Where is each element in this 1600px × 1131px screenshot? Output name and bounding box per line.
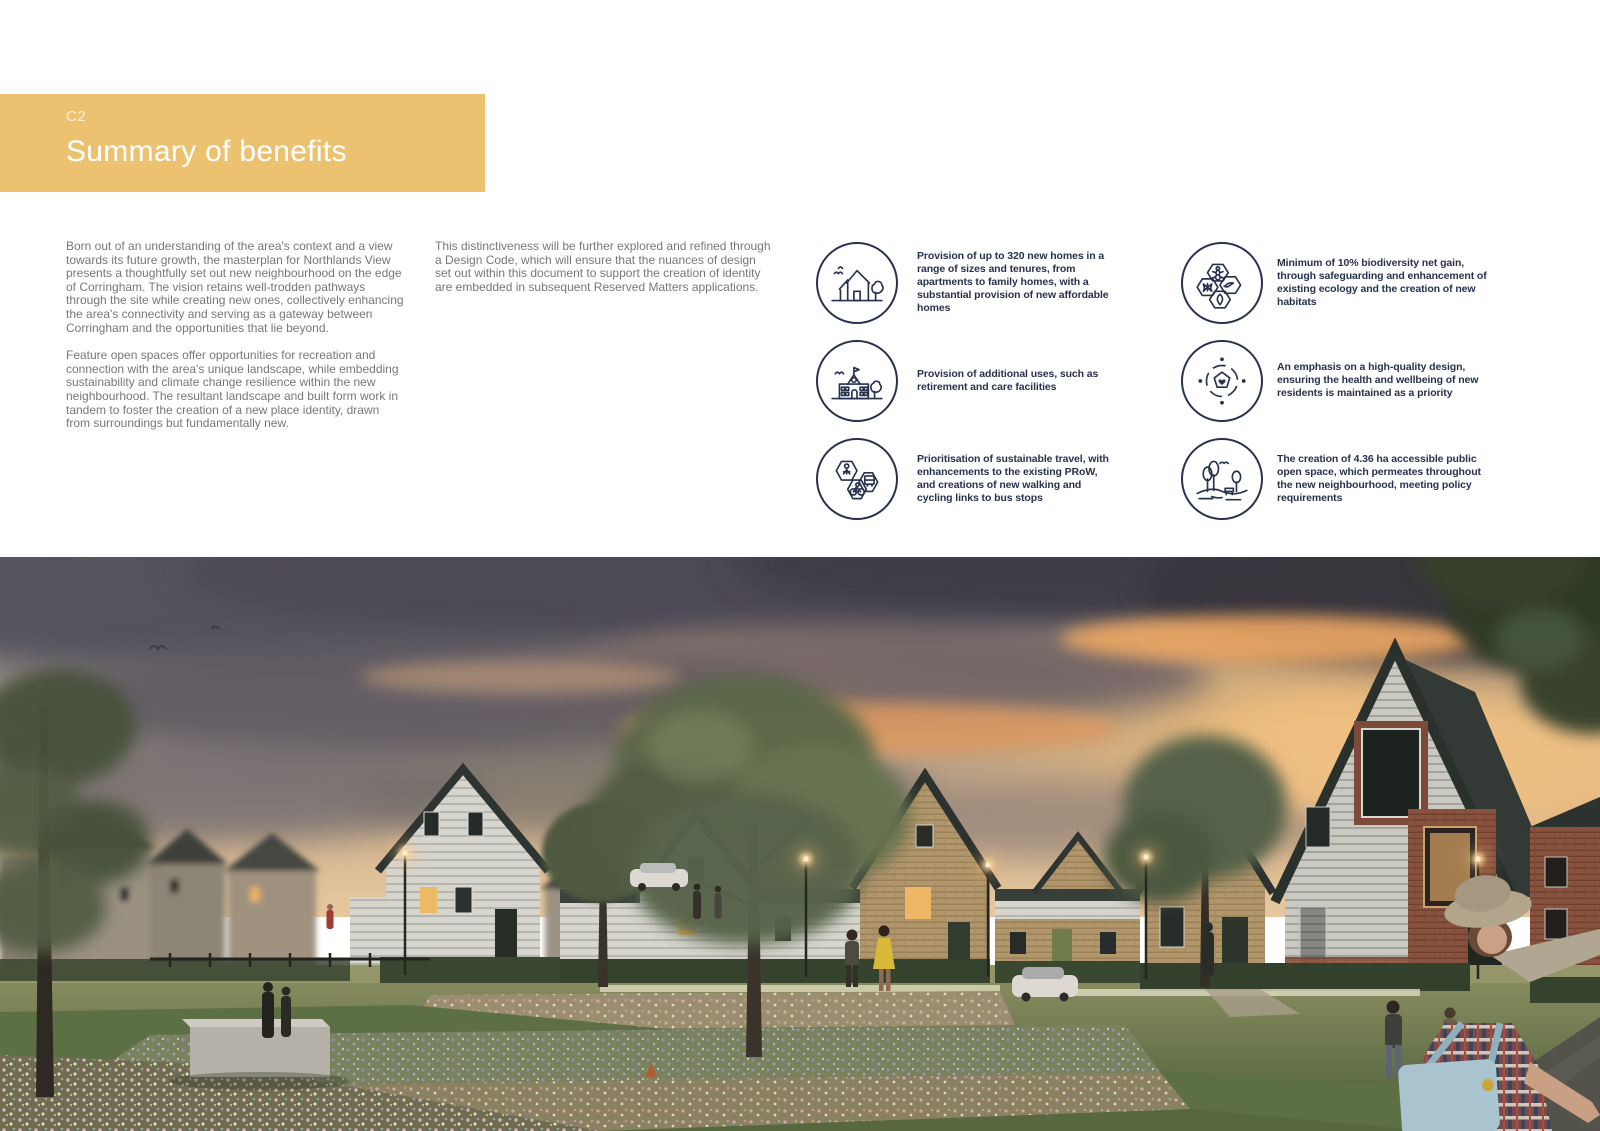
sustainable-travel-icon xyxy=(816,438,898,520)
intro-paragraph-1: Born out of an understanding of the area's context and a view towards its future growth, the masterplan for Northlands View presents a thoughtfully set out new neighbourhood on the edge of Corringham. The vision retains well-trodden pathways through the site while creating new ones, collectively enhancing the area's connectivity and serving as a gateway between Corringham and the opportunities that lie beyond. xyxy=(66,239,404,335)
benefit-text: Provision of up to 320 new homes in a range of sizes and tenures, from apartments to family homes, with a substantial provision of new affordable homes xyxy=(917,250,1109,314)
design-code-paragraph: This distinctiveness will be further explored and refined through a Design Code, which will ensure that the nuances of design set out within this document to support the creation of identity are embedded in subsequent Reserved Matters applications. xyxy=(435,239,771,294)
benefit-text: Provision of additional uses, such as retirement and care facilities xyxy=(917,367,1099,393)
masterplan-visualisation-image xyxy=(0,557,1600,1131)
benefit-item-travel xyxy=(816,437,1117,520)
design-quality-icon xyxy=(1181,340,1263,422)
open-space-icon xyxy=(1181,438,1263,520)
section-code: C2 xyxy=(66,108,87,125)
benefit-text: The creation of 4.36 ha accessible public open space, which permeates throughout the new neighbourhood, meeting policy requirements xyxy=(1277,452,1481,504)
intro-text-column xyxy=(66,240,404,445)
care-facilities-icon xyxy=(816,340,898,422)
benefit-item-biodiversity xyxy=(1181,241,1489,324)
benefit-item-design xyxy=(1181,339,1489,422)
section-header-band xyxy=(0,94,485,192)
benefit-item-facilities xyxy=(816,339,1117,422)
benefit-item-homes xyxy=(816,241,1117,324)
benefit-text: An emphasis on a high-quality design, ensuring the health and wellbeing of new residents is maintained as a priority xyxy=(1277,361,1479,399)
new-homes-icon xyxy=(816,242,898,324)
benefits-column-left xyxy=(816,241,1117,520)
second-text-column xyxy=(435,240,771,308)
page-title: Summary of benefits xyxy=(66,135,347,168)
benefit-text: Prioritisation of sustainable travel, with enhancements to the existing PRoW, and creations of new walking and cycling links to bus stops xyxy=(917,452,1109,504)
benefits-column-right xyxy=(1181,241,1489,520)
benefit-text: Minimum of 10% biodiversity net gain, through safeguarding and enhancement of existing ecology and the creation of new habitats xyxy=(1277,256,1487,308)
intro-paragraph-2: Feature open spaces offer opportunities for recreation and connection with the area's unique landscape, while embedding sustainability and climate change resilience within the new neighbourhood. The resultant landscape and built form work in tandem to foster the creation of a new place identity, drawn from surroundings but fundamentally new. xyxy=(66,348,399,431)
biodiversity-icon xyxy=(1181,242,1263,324)
benefit-item-open-space xyxy=(1181,437,1489,520)
